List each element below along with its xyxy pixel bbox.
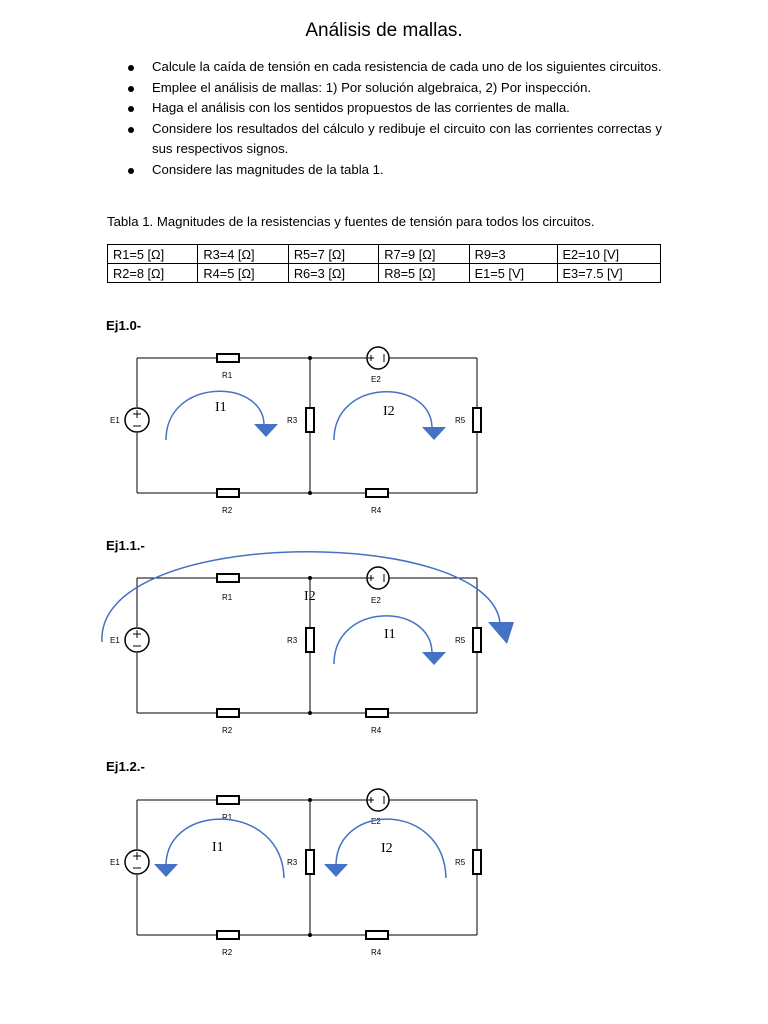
resistor-r5 <box>473 408 481 432</box>
table-caption: Tabla 1. Magnitudes de la resistencias y fuentes de tensión para todos los circuitos. <box>107 214 595 229</box>
table-cell: R9=3 <box>469 245 557 264</box>
table-cell: R3=4 [Ω] <box>198 245 288 264</box>
resistor-r4 <box>366 709 388 717</box>
bullet-item: Haga el análisis con los sentidos propuestos de las corrientes de malla. <box>128 98 662 119</box>
label-e1: E1 <box>110 416 120 425</box>
resistor-r3 <box>306 628 314 652</box>
mesh-current-arrow-i1 <box>334 616 432 664</box>
voltage-source-e2 <box>367 789 389 811</box>
label-r3: R3 <box>287 858 298 867</box>
label-r4: R4 <box>371 506 382 515</box>
current-label-i2: I2 <box>304 589 316 604</box>
label-e1: E1 <box>110 636 120 645</box>
label-r3: R3 <box>287 416 298 425</box>
resistor-r1 <box>217 796 239 804</box>
label-r1: R1 <box>222 593 233 602</box>
page-title: Análisis de mallas. <box>305 20 463 41</box>
voltage-source-e1 <box>125 850 149 874</box>
table-cell: R1=5 [Ω] <box>108 245 198 264</box>
bullet-item: Emplee el análisis de mallas: 1) Por solución algebraica, 2) Por inspección. <box>128 78 662 99</box>
resistor-r3 <box>306 408 314 432</box>
voltage-source-e1 <box>125 628 149 652</box>
bullet-item: Considere los resultados del cálculo y redibuje el circuito con las corrientes correctas y sus respectivos signos. <box>128 119 662 160</box>
arrowhead-icon <box>422 652 446 665</box>
label-r4: R4 <box>371 726 382 735</box>
mesh-current-arrow-i2 <box>102 552 500 642</box>
resistor-r2 <box>217 931 239 939</box>
table-cell: R8=5 [Ω] <box>379 264 469 283</box>
bullet-icon <box>128 127 134 133</box>
label-r2: R2 <box>222 948 233 957</box>
current-label-i1: I1 <box>384 627 396 642</box>
voltage-source-e2 <box>367 347 389 369</box>
bullet-icon <box>128 168 134 174</box>
arrowhead-icon <box>488 622 514 644</box>
voltage-source-e2 <box>367 567 389 589</box>
table-cell: R4=5 [Ω] <box>198 264 288 283</box>
resistor-r5 <box>473 850 481 874</box>
resistor-r4 <box>366 489 388 497</box>
resistor-r4 <box>366 931 388 939</box>
mesh-current-arrow-i1 <box>166 391 264 440</box>
label-r3: R3 <box>287 636 298 645</box>
resistor-r5 <box>473 628 481 652</box>
resistor-r1 <box>217 574 239 582</box>
magnitudes-table <box>107 244 661 283</box>
label-e2: E2 <box>371 596 381 605</box>
mesh-current-arrow-i1 <box>166 819 284 878</box>
resistor-r1 <box>217 354 239 362</box>
bullet-icon <box>128 65 134 71</box>
arrowhead-icon <box>422 427 446 440</box>
bullet-icon <box>128 86 134 92</box>
node-dot <box>308 711 312 715</box>
label-r5: R5 <box>455 858 466 867</box>
table-cell: E1=5 [V] <box>469 264 557 283</box>
label-r5: R5 <box>455 636 466 645</box>
label-e2: E2 <box>371 375 381 384</box>
label-r1: R1 <box>222 371 233 380</box>
arrowhead-icon <box>254 424 278 437</box>
circuit-diagram-2 <box>0 560 768 750</box>
resistor-r2 <box>217 709 239 717</box>
current-label-i2: I2 <box>383 404 395 419</box>
arrowhead-icon <box>324 864 348 877</box>
label-e2: E2 <box>371 817 381 826</box>
label-r2: R2 <box>222 726 233 735</box>
circuit-heading: Ej1.0- <box>106 318 142 333</box>
arrowhead-icon <box>154 864 178 877</box>
resistor-r2 <box>217 489 239 497</box>
resistor-r3 <box>306 850 314 874</box>
bullet-item: Considere las magnitudes de la tabla 1. <box>128 160 662 181</box>
label-r5: R5 <box>455 416 466 425</box>
table-cell: R2=8 [Ω] <box>108 264 198 283</box>
table-cell: R7=9 [Ω] <box>379 245 469 264</box>
table-cell: R6=3 [Ω] <box>288 264 378 283</box>
node-dot <box>308 491 312 495</box>
table-row <box>108 264 661 283</box>
table-cell: E3=7.5 [V] <box>557 264 660 283</box>
node-dot <box>308 798 312 802</box>
bullet-icon <box>128 106 134 112</box>
label-r4: R4 <box>371 948 382 957</box>
label-e1: E1 <box>110 858 120 867</box>
circuit-diagram-3 <box>0 782 768 972</box>
table-cell: R5=7 [Ω] <box>288 245 378 264</box>
instruction-list <box>128 57 662 180</box>
table-cell: E2=10 [V] <box>557 245 660 264</box>
circuit-heading: Ej1.1.- <box>106 538 145 553</box>
current-label-i2: I2 <box>381 841 393 856</box>
bullet-item: Calcule la caída de tensión en cada resistencia de cada uno de los siguientes circuitos. <box>128 57 662 78</box>
circuit-diagram-1 <box>0 340 768 530</box>
current-label-i1: I1 <box>215 400 227 415</box>
current-label-i1: I1 <box>212 840 224 855</box>
node-dot <box>308 933 312 937</box>
table-row <box>108 245 661 264</box>
label-r2: R2 <box>222 506 233 515</box>
label-r1: R1 <box>222 813 233 822</box>
circuit-heading: Ej1.2.- <box>106 759 145 774</box>
voltage-source-e1 <box>125 408 149 432</box>
node-dot <box>308 356 312 360</box>
node-dot <box>308 576 312 580</box>
